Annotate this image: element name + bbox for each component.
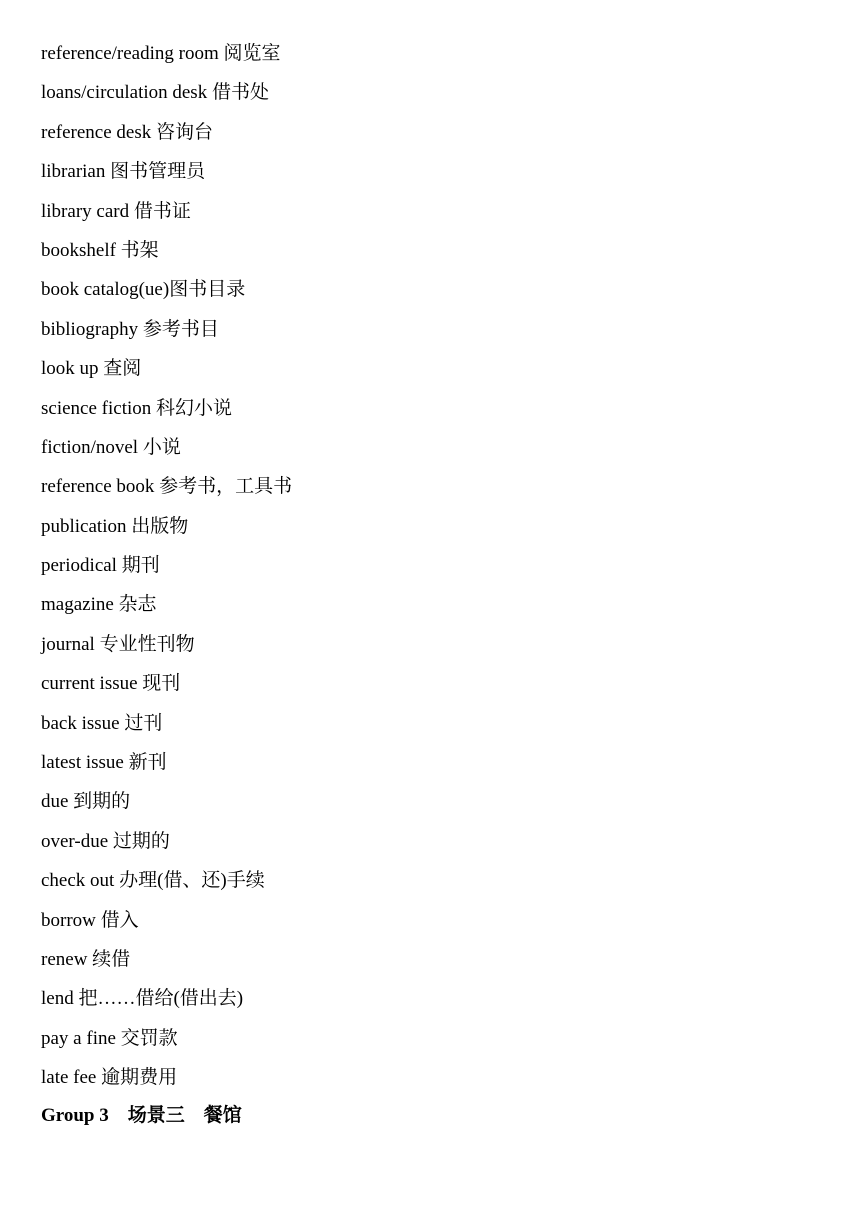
vocab-line: reference/reading room 阅览室 <box>41 43 281 64</box>
vocab-line: fiction/novel 小说 <box>41 436 181 458</box>
vocab-line: book catalog(ue)图书目录 <box>41 279 246 301</box>
vocab-line: over-due 过期的 <box>41 830 170 852</box>
vocab-line: library card 借书证 <box>41 200 191 222</box>
vocab-line: look up 查阅 <box>41 358 142 380</box>
vocab-line: magazine 杂志 <box>41 594 157 616</box>
vocab-line: publication 出版物 <box>41 515 189 537</box>
vocab-line: current issue 现刊 <box>41 673 181 695</box>
vocab-line: periodical 期刊 <box>41 555 160 577</box>
vocab-line: late fee 逾期费用 <box>41 1067 178 1089</box>
vocab-line: borrow 借入 <box>41 909 139 931</box>
vocab-line: lend 把……借给(借出去) <box>41 988 244 1010</box>
vocab-line: latest issue 新刊 <box>41 752 167 774</box>
vocab-line: journal 专业性刊物 <box>41 633 195 655</box>
vocab-line: pay a fine 交罚款 <box>41 1027 178 1049</box>
vocab-line: reference desk 咨询台 <box>41 121 213 143</box>
vocab-line: bookshelf 书架 <box>41 239 159 261</box>
vocab-line: reference book 参考书，工具书 <box>41 476 293 498</box>
vocab-line: due 到期的 <box>41 791 131 813</box>
vocab-line: check out 办理(借、还)手续 <box>41 870 265 892</box>
vocab-line: back issue 过刊 <box>41 712 163 734</box>
vocabulary-list <box>41 40 292 1104</box>
group-heading: Group 3 场景三 餐馆 <box>41 1105 242 1126</box>
vocab-line: bibliography 参考书目 <box>41 318 219 340</box>
vocab-line: science fiction 科幻小说 <box>41 397 233 419</box>
vocab-line: renew 续借 <box>41 948 131 970</box>
vocab-line: loans/circulation desk 借书处 <box>41 82 269 104</box>
vocab-line: librarian 图书管理员 <box>41 161 206 183</box>
